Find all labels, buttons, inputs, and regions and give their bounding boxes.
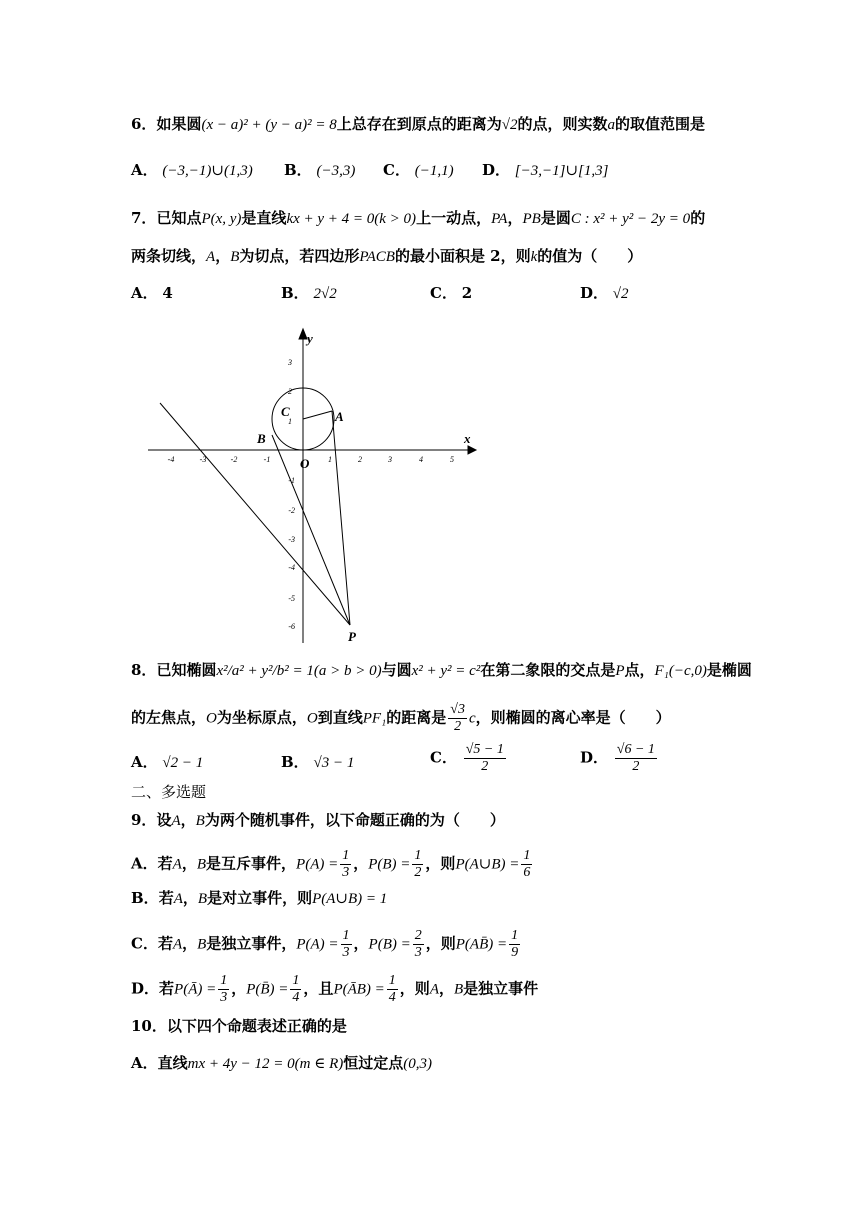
q7-var: k bbox=[530, 249, 538, 265]
q7-condition: (k > 0) bbox=[374, 211, 417, 227]
option-fraction bbox=[412, 848, 423, 881]
option-var: A bbox=[172, 936, 183, 953]
option-fraction bbox=[413, 928, 424, 961]
tick-x: 4 bbox=[419, 455, 423, 464]
option-text: ， bbox=[438, 979, 454, 998]
q7-text: 的最小面积是 2，则 bbox=[394, 247, 531, 265]
tick-y: -2 bbox=[288, 506, 295, 515]
q7-text: 为切点，若四边形 bbox=[239, 247, 360, 265]
option-prob: P(B) = bbox=[368, 936, 411, 953]
option-text: 若 bbox=[157, 854, 173, 873]
q8-var: P bbox=[615, 663, 625, 679]
q9-text: ， bbox=[180, 811, 196, 829]
option-label: A． bbox=[131, 753, 158, 771]
option-text: ，且 bbox=[303, 979, 334, 998]
fraction-denominator: 3 bbox=[342, 865, 350, 880]
option-label: B． bbox=[281, 284, 309, 302]
option-fraction bbox=[464, 742, 506, 775]
tick-y: -5 bbox=[288, 594, 295, 603]
q10-text: 以下四个命题表述正确的是 bbox=[166, 1017, 347, 1035]
q7-circle-eq: C : x² + y² − 2y = 0 bbox=[570, 211, 691, 227]
option-fraction bbox=[615, 742, 657, 775]
q8-text: 到直线 bbox=[317, 708, 363, 727]
x-arrow bbox=[468, 446, 476, 454]
fraction-numerator: 1 bbox=[388, 973, 396, 988]
fraction-numerator: 1 bbox=[220, 973, 228, 988]
q6-option-a[interactable] bbox=[131, 160, 253, 181]
fraction-denominator: 4 bbox=[388, 990, 396, 1005]
q8-text: 在第二象限的交点是 bbox=[480, 661, 616, 679]
fraction-denominator: 4 bbox=[292, 990, 300, 1005]
option-label: A． bbox=[131, 1054, 158, 1072]
line-pb bbox=[272, 435, 350, 625]
q7-figure bbox=[140, 325, 480, 645]
option-text: √3 − 1 bbox=[313, 755, 355, 771]
option-point: (0,3) bbox=[403, 1056, 433, 1072]
tick-x: 1 bbox=[328, 455, 332, 464]
option-text: ， bbox=[231, 979, 247, 998]
q10-stem bbox=[131, 1016, 347, 1036]
option-text: 2√2 bbox=[313, 286, 337, 302]
label-origin: O bbox=[300, 456, 310, 471]
option-text: √2 − 1 bbox=[162, 755, 204, 771]
option-label: A． bbox=[131, 854, 158, 873]
q7-point: P(x, y) bbox=[201, 211, 242, 227]
label-a: A bbox=[335, 409, 344, 424]
option-text: 若 bbox=[157, 934, 173, 953]
q7-line-eq: kx + y + 4 = 0 bbox=[286, 211, 375, 227]
option-text: (−1,1) bbox=[414, 163, 454, 179]
q7-text: 是圆 bbox=[540, 209, 571, 227]
fraction-denominator: 2 bbox=[414, 865, 422, 880]
option-prob: P(B) = bbox=[368, 856, 411, 873]
fraction-numerator: 1 bbox=[342, 848, 350, 863]
option-text: ，则 bbox=[399, 979, 430, 998]
option-equation: mx + 4y − 12 = 0 bbox=[187, 1056, 295, 1072]
q7-text: 的值为（ ） bbox=[537, 247, 643, 265]
q7-stem-line2 bbox=[131, 246, 642, 267]
fraction-numerator: 2 bbox=[414, 928, 422, 943]
q9-option-a[interactable] bbox=[131, 848, 534, 881]
q7-var: B bbox=[230, 249, 240, 265]
q7-stem-line1 bbox=[131, 208, 705, 229]
option-text: ，则 bbox=[425, 934, 456, 953]
label-c: C bbox=[281, 404, 290, 419]
fraction-numerator: √3 bbox=[450, 702, 465, 717]
q7-option-d[interactable] bbox=[580, 283, 629, 304]
fraction-denominator: 3 bbox=[342, 945, 350, 960]
fraction-numerator: √5 − 1 bbox=[465, 742, 504, 757]
option-fraction bbox=[341, 928, 352, 961]
q7-pb: PB bbox=[522, 211, 541, 227]
option-label: B． bbox=[131, 889, 159, 907]
fraction-numerator: 1 bbox=[292, 973, 300, 988]
tick-y: -1 bbox=[288, 476, 295, 485]
option-fraction bbox=[521, 848, 532, 881]
q9-text: 为两个随机事件，以下命题正确的为（ ） bbox=[204, 811, 505, 829]
tick-y: 3 bbox=[288, 358, 292, 367]
q6-option-b[interactable] bbox=[284, 160, 355, 181]
option-text: 是独立事件， bbox=[206, 934, 297, 953]
fraction-numerator: 1 bbox=[511, 928, 519, 943]
tick-x: -4 bbox=[167, 455, 175, 464]
q7-number: 7． bbox=[131, 209, 157, 227]
option-text: ， bbox=[353, 854, 369, 873]
q10-number: 10． bbox=[131, 1017, 167, 1035]
q8-number: 8． bbox=[131, 661, 157, 679]
tick-x: 5 bbox=[450, 455, 454, 464]
option-text: ，则 bbox=[425, 854, 456, 873]
q9-option-b[interactable] bbox=[131, 888, 387, 909]
option-text: ， bbox=[181, 854, 197, 873]
q8-stem-line1 bbox=[131, 660, 752, 681]
q6-number: 6． bbox=[131, 115, 157, 133]
radius-ca bbox=[303, 411, 332, 419]
option-var: B bbox=[454, 981, 464, 998]
q6-radius: √2 bbox=[501, 117, 518, 133]
fraction-denominator: 3 bbox=[414, 945, 422, 960]
q7-var: PACB bbox=[359, 249, 395, 265]
option-var: A bbox=[173, 891, 183, 907]
tick-x: -1 bbox=[263, 455, 271, 464]
q6-equation: (x − a)² + (y − a)² = 8 bbox=[201, 117, 337, 133]
q7-var: A bbox=[206, 249, 216, 265]
option-var: B bbox=[197, 936, 207, 953]
option-text: 恒过定点 bbox=[343, 1054, 404, 1072]
fraction-denominator: 2 bbox=[454, 719, 462, 734]
option-prob: P(A∪B) = 1 bbox=[312, 891, 388, 907]
option-prob: P(A) = bbox=[296, 936, 339, 953]
option-label: B． bbox=[281, 753, 309, 771]
q6-stem bbox=[131, 114, 705, 135]
q9-var: B bbox=[195, 813, 205, 829]
q8-option-c[interactable] bbox=[430, 742, 508, 775]
option-text: 直线 bbox=[157, 1054, 188, 1072]
q7-text: ， bbox=[215, 247, 231, 265]
tick-x: 2 bbox=[358, 455, 362, 464]
line-pa bbox=[332, 411, 350, 625]
q7-text: 两条切线， bbox=[131, 247, 207, 265]
line-long bbox=[160, 403, 350, 625]
axis-label-y: y bbox=[307, 331, 313, 346]
option-prob: P(ĀB) = bbox=[333, 981, 385, 998]
y-arrow bbox=[299, 329, 307, 339]
q8-stem-line2 bbox=[131, 702, 671, 735]
option-var: B bbox=[197, 891, 208, 907]
q8-text: 的左焦点， bbox=[131, 708, 207, 727]
tick-y: -6 bbox=[288, 622, 295, 631]
axis-label-x: x bbox=[464, 431, 471, 446]
q6-variable: a bbox=[607, 117, 615, 133]
q7-text: 是直线 bbox=[241, 209, 287, 227]
q8-var: O bbox=[306, 710, 318, 727]
option-text: [−3,−1]∪[1,3] bbox=[514, 163, 609, 179]
option-var: B bbox=[196, 856, 207, 873]
fraction-denominator: 2 bbox=[632, 759, 640, 774]
option-fraction bbox=[387, 973, 398, 1006]
option-text: 若 bbox=[158, 889, 174, 907]
option-var: A bbox=[429, 981, 439, 998]
q8-option-d[interactable] bbox=[580, 742, 659, 775]
option-text: ， bbox=[353, 934, 369, 953]
option-text: 若 bbox=[159, 979, 175, 998]
option-text: √2 bbox=[612, 286, 629, 302]
option-text: (−3,3) bbox=[316, 163, 356, 179]
fraction-denominator: 3 bbox=[220, 990, 228, 1005]
fraction-denominator: 6 bbox=[523, 865, 531, 880]
option-fraction bbox=[509, 928, 520, 961]
q6-text: 上总存在到原点的距离为 bbox=[336, 115, 502, 133]
q8-text: 点， bbox=[624, 661, 655, 679]
q10-option-a[interactable] bbox=[131, 1053, 432, 1074]
q8-var: O bbox=[206, 710, 217, 727]
q8-ellipse-eq: x²/a² + y²/b² = 1(a > b > 0) bbox=[216, 663, 382, 679]
option-text: 是对立事件，则 bbox=[207, 889, 313, 907]
fraction-numerator: 1 bbox=[342, 928, 350, 943]
q7-option-c[interactable] bbox=[430, 283, 472, 303]
option-prob: P(AB̄) = bbox=[455, 936, 508, 953]
fraction-denominator: 9 bbox=[511, 945, 519, 960]
tick-x: -2 bbox=[230, 455, 238, 464]
q7-pa: PA bbox=[491, 211, 508, 227]
q9-option-d[interactable] bbox=[131, 973, 538, 1006]
q8-text: 的距离是 bbox=[386, 708, 447, 727]
label-p: P bbox=[348, 629, 356, 644]
q6-text: 如果圆 bbox=[156, 115, 202, 133]
option-prob: P(Ā) = bbox=[174, 981, 217, 998]
q8-line: PF₁ bbox=[362, 710, 387, 727]
q8-text: 已知椭圆 bbox=[156, 661, 217, 679]
option-text: 是互斥事件， bbox=[206, 854, 297, 873]
tick-y: -3 bbox=[288, 535, 295, 544]
tick-x: -3 bbox=[199, 455, 207, 464]
option-label: D． bbox=[131, 979, 160, 998]
option-text: 2 bbox=[461, 284, 473, 302]
q8-circle-eq: x² + y² = c² bbox=[411, 663, 481, 679]
tick-x: 3 bbox=[388, 455, 392, 464]
option-fraction bbox=[340, 848, 351, 881]
option-label: D． bbox=[580, 748, 609, 767]
q9-number: 9． bbox=[131, 811, 157, 829]
q7-option-b[interactable] bbox=[281, 283, 337, 304]
q6-text: 的点，则实数 bbox=[517, 115, 608, 133]
option-label: D． bbox=[482, 161, 511, 179]
option-prob: P(A) = bbox=[296, 856, 339, 873]
option-label: C． bbox=[131, 934, 158, 953]
q6-text: 的取值范围是 bbox=[615, 115, 706, 133]
section-heading: 二、多选题 bbox=[131, 783, 207, 801]
q8-text: 为坐标原点， bbox=[216, 708, 307, 727]
tick-y: 1 bbox=[288, 417, 292, 426]
tick-y: -4 bbox=[288, 563, 295, 572]
q7-text: ， bbox=[507, 209, 523, 227]
option-fraction bbox=[290, 973, 301, 1006]
option-text: (−3,−1)∪(1,3) bbox=[162, 163, 253, 179]
fraction-numerator: 1 bbox=[414, 848, 422, 863]
q8-text: 是椭圆 bbox=[706, 661, 752, 679]
q9-stem bbox=[131, 810, 505, 831]
q7-text: 上一动点， bbox=[416, 209, 492, 227]
option-fraction bbox=[218, 973, 229, 1006]
option-label: C． bbox=[383, 161, 410, 179]
fraction-denominator: 2 bbox=[481, 759, 489, 774]
q9-text: 设 bbox=[156, 811, 172, 829]
tick-y: 2 bbox=[288, 387, 292, 396]
option-var: A bbox=[172, 856, 182, 873]
q9-var: A bbox=[171, 813, 181, 829]
q8-text: 与圆 bbox=[381, 661, 412, 679]
q8-focus: F₁(−c,0) bbox=[654, 663, 707, 679]
fraction-numerator: 1 bbox=[523, 848, 531, 863]
option-text: 是独立事件 bbox=[463, 979, 539, 998]
fraction-numerator: √6 − 1 bbox=[616, 742, 655, 757]
option-text: ， bbox=[182, 889, 198, 907]
q8-text: ，则椭圆的离心率是（ ） bbox=[475, 708, 671, 727]
q8-option-a[interactable] bbox=[131, 752, 203, 773]
option-label: C． bbox=[430, 748, 457, 767]
option-label: B． bbox=[284, 161, 312, 179]
option-text: ， bbox=[182, 934, 198, 953]
q8-distance-fraction bbox=[448, 702, 467, 735]
option-condition: (m ∈ R) bbox=[294, 1056, 344, 1072]
q6-option-d[interactable] bbox=[482, 160, 608, 181]
q8-var: c bbox=[468, 710, 476, 727]
q7-text: 的 bbox=[690, 209, 706, 227]
q7-text: 已知点 bbox=[156, 209, 202, 227]
q6-option-c[interactable] bbox=[383, 160, 454, 181]
option-text: 4 bbox=[162, 284, 173, 302]
q9-option-c[interactable] bbox=[131, 928, 522, 961]
option-label: A． bbox=[131, 161, 158, 179]
q8-option-b[interactable] bbox=[281, 752, 354, 773]
option-label: D． bbox=[580, 284, 609, 302]
q7-option-a[interactable] bbox=[131, 283, 173, 303]
option-prob: P(A∪B) = bbox=[455, 856, 520, 873]
option-prob: P(B̄) = bbox=[246, 981, 289, 998]
option-label: C． bbox=[430, 284, 457, 302]
label-b: B bbox=[257, 431, 266, 446]
option-label: A． bbox=[131, 284, 158, 302]
